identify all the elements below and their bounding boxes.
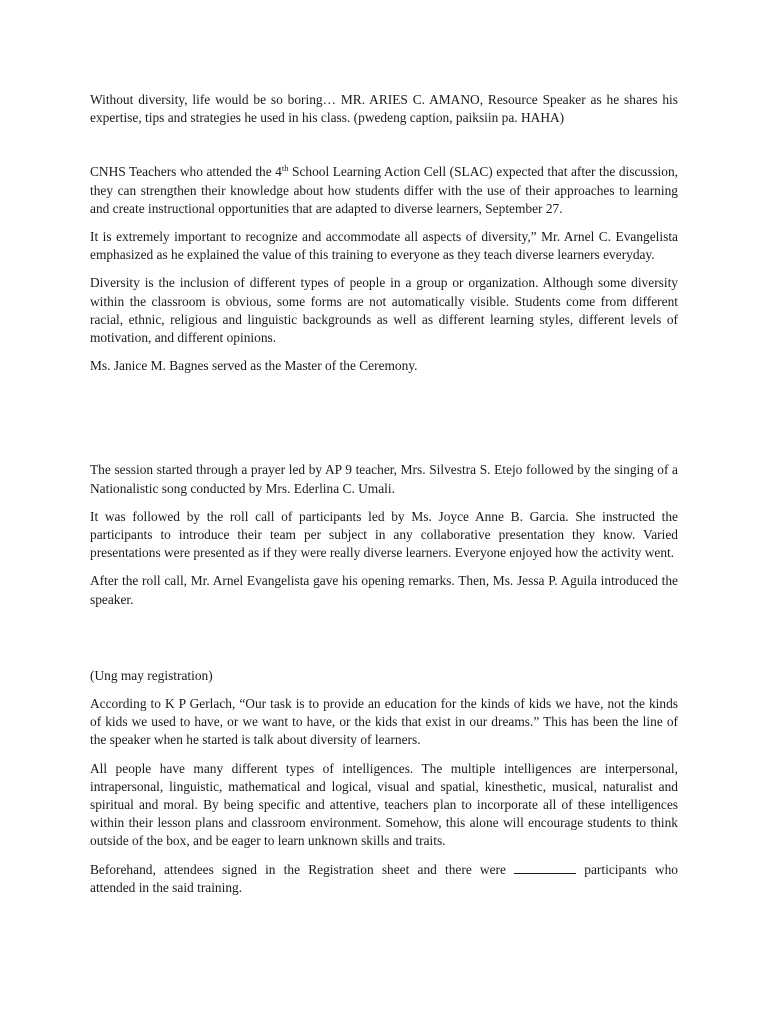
intro-text-start: CNHS Teachers who attended the 4: [90, 164, 282, 180]
ordinal-suffix: th: [281, 163, 289, 174]
session-start-paragraph: The session started through a prayer led by AP 9 teacher, Mrs. Silvestra S. Etejo followed by the singing of a Nationalistic song conducted by Mrs. Ederlina C. Umali.: [90, 462, 678, 496]
master-of-ceremony-paragraph: Ms. Janice M. Bagnes served as the Master of the Ceremony.: [90, 358, 418, 374]
registration-paragraph-line1: [90, 861, 678, 879]
roll-call-paragraph: It was followed by the roll call of participants led by Ms. Joyce Anne B. Garcia. She instructed the participants to introduce their team per subject in any collaborative presentation they know. Varied presentations were presented as if they were really diverse learners. Everyone enjoyed how the activity went.: [90, 508, 678, 561]
diversity-definition-paragraph: Diversity is the inclusion of different types of people in a group or organization. Although some diversity within the classroom is obvious, some forms are not automatically visible. Students come from different racial, ethnic, religious and linguistic backgrounds as well as different learning styles, different levels of motivation, and different opinions.: [90, 275, 678, 346]
registration-paragraph-line2: attended in the said training.: [90, 879, 243, 895]
quote-paragraph: It is extremely important to recognize and accommodate all aspects of diversity,” Mr. Arnel C. Evangelista emphasized as he explained the value of this training to everyone as they teach diverse learners everyday.: [90, 229, 678, 263]
gerlach-quote-paragraph: According to K P Gerlach, “Our task is to provide an education for the kinds of kids we have, not the kinds of kids we used to have, or we want to have, or the kids that exist in our dreams.” This has been the line of the speaker when he started is talk about diversity of learners.: [90, 696, 678, 748]
slac-intro-paragraph: [90, 163, 678, 218]
registration-text-end: participants who: [576, 861, 678, 877]
opening-remarks-paragraph: After the roll call, Mr. Arnel Evangelista gave his opening remarks. Then, Ms. Jessa P. Aguila introduced the speaker.: [90, 573, 678, 607]
photo-caption-paragraph: Without diversity, life would be so boring… MR. ARIES C. AMANO, Resource Speaker as he shares his expertise, tips and strategies he used in his class. (pwedeng caption, paiksiin pa. HAHA): [90, 92, 678, 126]
participant-count-blank: [514, 861, 576, 874]
intelligences-paragraph: All people have many different types of intelligences. The multiple intelligences are interpersonal, intrapersonal, linguistic, mathematical and logical, visual and spatial, kinesthetic, musical, naturalist and spiritual and moral. By being specific and attentive, teachers plan to incorporate all of these intelligences within their lesson plans and classroom environment. Somehow, this alone will encourage students to think outside of the box, and be eager to learn unknown skills and traits.: [90, 760, 678, 849]
registration-note-paragraph: (Ung may registration): [90, 667, 213, 683]
registration-text-start: Beforehand, attendees signed in the Registration sheet and there were: [90, 861, 515, 877]
document-page: [90, 91, 678, 897]
intro-text-end: School Learning Action Cell (SLAC) expected that after the discussion, they can strengthen their knowledge about how students differ with the use of their approaches to learning and create instructional opportunities that are adapted to diverse learners, September 27.: [90, 164, 678, 216]
